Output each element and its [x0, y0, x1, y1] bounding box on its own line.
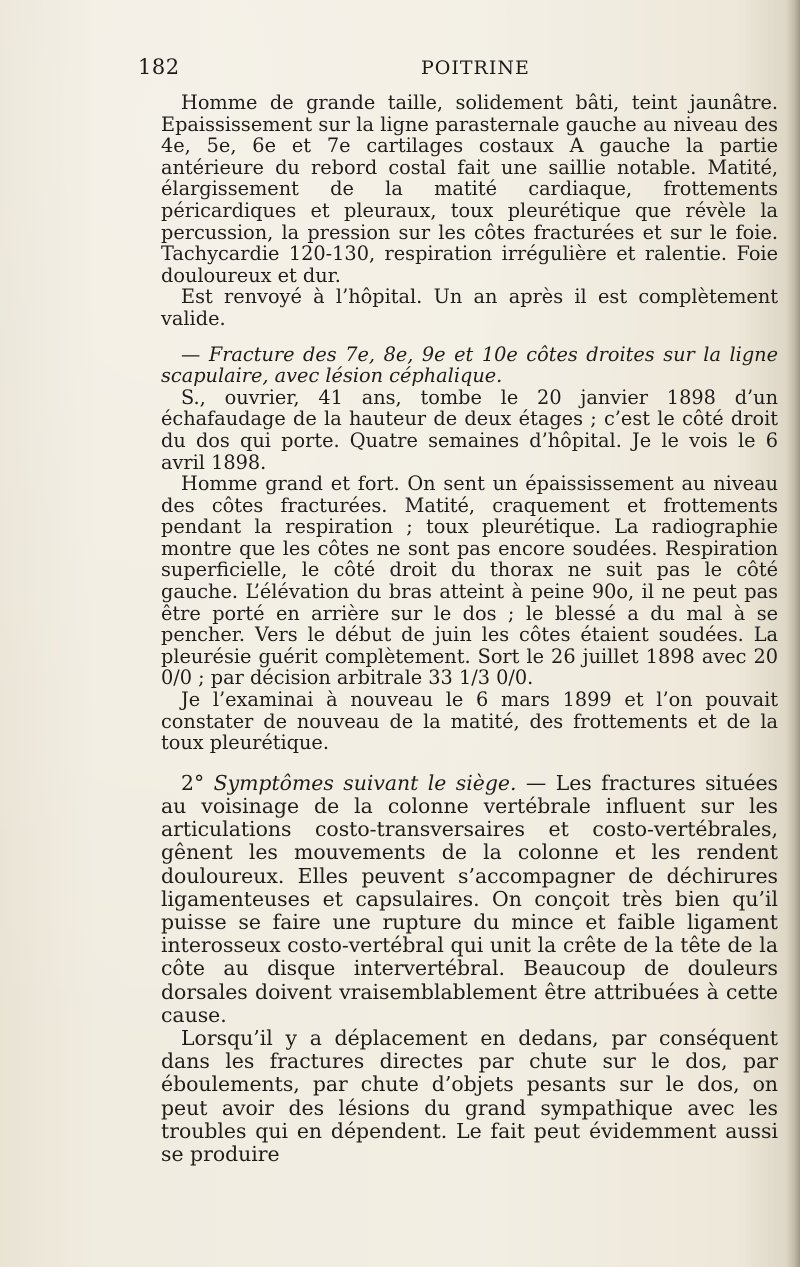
section-text: — Les fractures situées au voisinage de la colonne vertébrale influent sur les articulations costo-transversaires et costo-vertébrales, gênent les mouvements de la colonne et les rendent douloureux. Elles peuvent s’accompagner de déchirures ligamenteuses et capsulaires. On conçoit très bien qu’il puisse se faire une rupture du mince et faible ligament interosseux costo-vertébral qui unit la crête de la tête de la côte au disque intervertébral. Beaucoup de douleurs dorsales doivent vraisemblablement être attribuées à cette cause.: [161, 770, 778, 1027]
paragraph-case-history: S., ouvrier, 41 ans, tombe le 20 janvier 1898 d’un échafaudage de la hauteur de deux étages ; c’est le côté droit du dos qui porte. Quatre semaines d’hôpital. Je le vois le 6 avril 1898.: [161, 385, 778, 474]
section-title: Symptômes suivant le siège.: [213, 770, 517, 795]
page-number: 182: [138, 55, 180, 79]
section-number: 2°: [181, 770, 214, 795]
running-head: POITRINE: [421, 57, 530, 79]
paragraph-patient-exam: Homme de grande taille, solidement bâti, teint jaunâtre. Epaississement sur la ligne parasternale gauche au niveau des 4e, 5e, 6e et 7e cartilages costaux A gauche la partie antérieure du rebord costal fait une saillie notable. Matité, élargissement de la matité cardiaque, frottements péricardiques et pleuraux, toux pleurétique que révèle la percussion, la pression sur les côtes fracturées et sur le foie. Tachycardie 120-130, respiration irrégulière et ralentie. Foie douloureux et dur.: [161, 91, 778, 287]
page-body: [161, 92, 778, 1166]
paragraph-case-findings: Homme grand et fort. On sent un épaississement au niveau des côtes fracturées. Matité, craquement et frottements pendant la respiration ; toux pleurétique. La radiographie montre que les côtes ne sont pas encore soudées. Respiration superficielle, le côté droit du thorax ne suit pas le côté gauche. L’élévation du bras atteint à peine 90o, il ne peut pas être porté en arrière sur le dos ; le blessé a du mal à se pencher. Vers le début de juin les côtes étaient soudées. La pleurésie guérit complètement. Sort le 26 juillet 1898 avec 20 0/0 ; par décision arbitrale 33 1/3 0/0.: [161, 472, 778, 690]
paragraph-symptoms: [161, 772, 778, 1027]
page-edge-shadow: [786, 0, 800, 1267]
paragraph-reexamination: Je l’examinai à nouveau le 6 mars 1899 et l’on pouvait constater de nouveau de la matité, des frottements et de la toux pleurétique.: [161, 688, 778, 755]
case-heading-title: Fracture des 7e, 8e, 9e et 10e côtes droites sur la ligne scapulaire, avec lésion céphalique.: [161, 342, 778, 388]
case-heading-dash: —: [181, 342, 209, 366]
paragraph-outcome: Est renvoyé à l’hôpital. Un an après il est complètement valide.: [161, 285, 778, 330]
spacer: [161, 330, 778, 344]
section-symptoms: [161, 772, 778, 1166]
page-header: [138, 55, 778, 85]
paragraph-displacement: Lorsqu’il y a déplacement en dedans, par conséquent dans les fractures directes par chute sur le dos, par éboulements, par chute d’objets pesants sur le dos, on peut avoir des lésions du grand sympathique avec les troubles qui en dépendent. Le fait peut évidemment aussi se produire: [161, 1026, 778, 1167]
spacer: [161, 754, 778, 772]
case-heading: [161, 344, 778, 387]
